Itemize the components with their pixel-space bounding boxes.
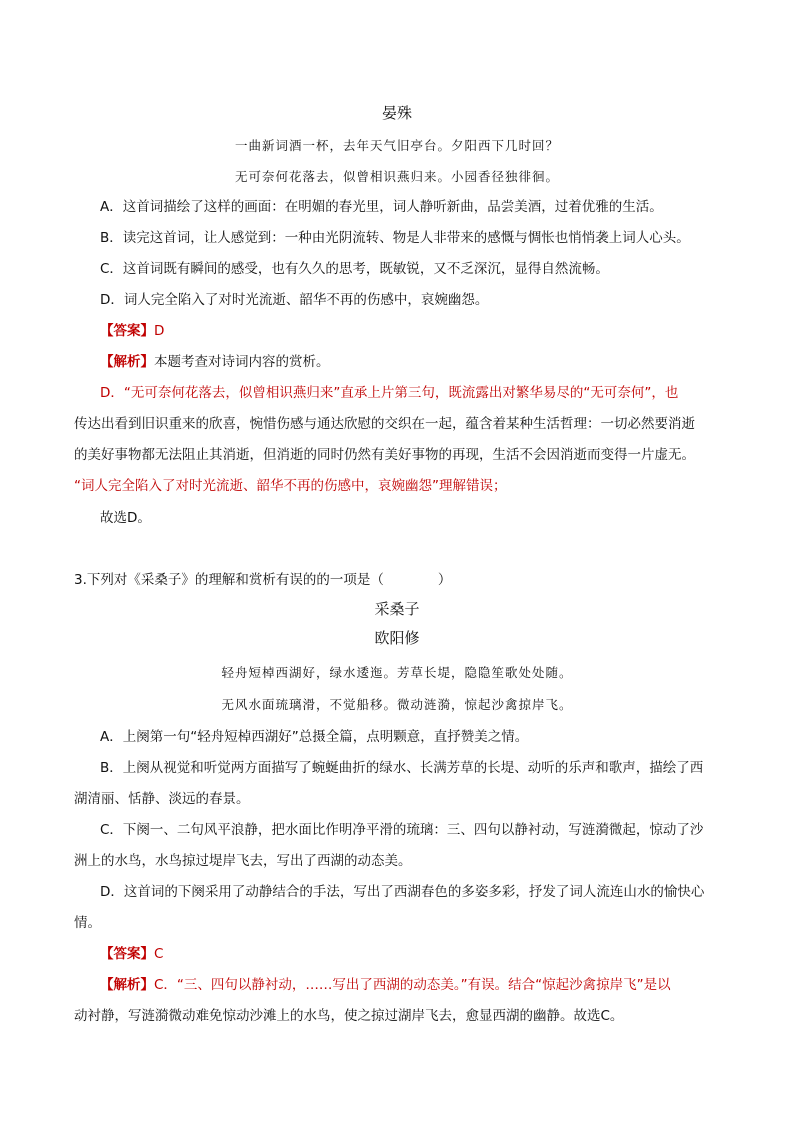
poem-line: 无风水面琉璃滑，不觉船移。微动涟漪，惊起沙禽掠岸飞。 [221, 697, 573, 712]
analysis-row [100, 970, 720, 1001]
option-a: A．上阕第一句“轻舟短棹西湖好”总摄全篇，点明颗意，直抒赞美之情。 [100, 729, 529, 745]
analysis-line: 的美好事物都无法阻止其消逝，但消逝的同时仍然有美好事物的再现，生活不会因消逝而变得一片虚无。 [74, 447, 695, 463]
answer-row [100, 939, 720, 970]
poem-author: 欧阳修 [374, 629, 420, 647]
answer-row [100, 316, 720, 347]
option-b-cont: 湖清丽、恬静、淡远的春景。 [74, 791, 250, 807]
analysis-label: 【解析】 [100, 977, 154, 993]
analysis-text: C．“三、四句以静衬动，……写出了西湖的动态美。”有误。结合“惊起沙禽掠岸飞”是以 [154, 977, 671, 993]
poem-line: 轻舟短棹西湖好，绿水逶迤。芳草长堤，隐隐笙歌处处随。 [221, 665, 573, 680]
option-d: D．这首词的下阕采用了动静结合的手法，写出了西湖春色的多姿多彩，抒发了词人流连山水的愉快心 [100, 884, 705, 900]
option-b: B．上阕从视觉和听觉两方面描写了蜿蜒曲折的绿水、长满芳草的长堤、动听的乐声和歌声，描绘了西 [100, 760, 704, 776]
analysis-label: 【解析】 [100, 354, 154, 370]
option-c: C．这首词既有瞬间的感受，也有久久的思考，既敏锐，又不乏深沉，显得自然流畅。 [100, 261, 609, 277]
analysis-line: D．“无可奈何花落去，似曾相识燕归来”直承上片第三句，既流露出对繁华易尽的“无可奈何”，也 [100, 385, 679, 401]
analysis-line: “词人完全陷入了对时光流逝、韶华不再的伤感中，哀婉幽怨”理解错误； [74, 478, 507, 494]
option-c-cont: 洲上的水鸟，水鸟掠过堤岸飞去，写出了西湖的动态美。 [74, 853, 412, 869]
answer-value: C [154, 946, 164, 962]
poem-title: 采桑子 [374, 600, 420, 618]
answer-value: D [154, 323, 165, 339]
poem-line: 无可奈何花落去，似曾相识燕归来。小园香径独徘徊。 [234, 169, 559, 184]
option-d: D．词人完全陷入了对时光流逝、韶华不再的伤感中，哀婉幽怨。 [100, 292, 489, 308]
answer-label: 【答案】 [100, 323, 154, 339]
conclusion: 故选D。 [100, 510, 151, 526]
option-c: C．下阕一、二句风平浪静，把水面比作明净平滑的琉璃：三、四句以静衬动，写涟漪微起，惊动了沙 [100, 822, 704, 838]
analysis-line: 传达出看到旧识重来的欣喜，惋惜伤感与通达欣慰的交织在一起，蕴含着某种生活哲理：一切必然要消逝 [74, 416, 695, 432]
poem-author: 晏殊 [381, 104, 412, 122]
analysis-line: 动衬静，写涟漪微动难免惊动沙滩上的水鸟，使之掠过湖岸飞去，愈显西湖的幽静。故选C。 [74, 1008, 624, 1024]
analysis-intro: 本题考查对诗词内容的赏析。 [154, 354, 330, 370]
analysis-row [100, 347, 720, 378]
question-3: 3.下列对《采桑子》的理解和赏析有误的的一项是（ ） [74, 572, 452, 588]
option-b: B．读完这首词，让人感觉到：一种由光阴流转、物是人非带来的感慨与惆怅也悄悄袭上词人心头。 [100, 230, 690, 246]
answer-label: 【答案】 [100, 946, 154, 962]
option-a: A．这首词描绘了这样的画面：在明媚的春光里，词人静听新曲，品尝美酒，过着优雅的生活。 [100, 199, 663, 215]
poem-line: 一曲新词酒一杯，去年天气旧亭台。夕阳西下几时回？ [234, 138, 559, 153]
option-d-cont: 情。 [74, 915, 101, 931]
